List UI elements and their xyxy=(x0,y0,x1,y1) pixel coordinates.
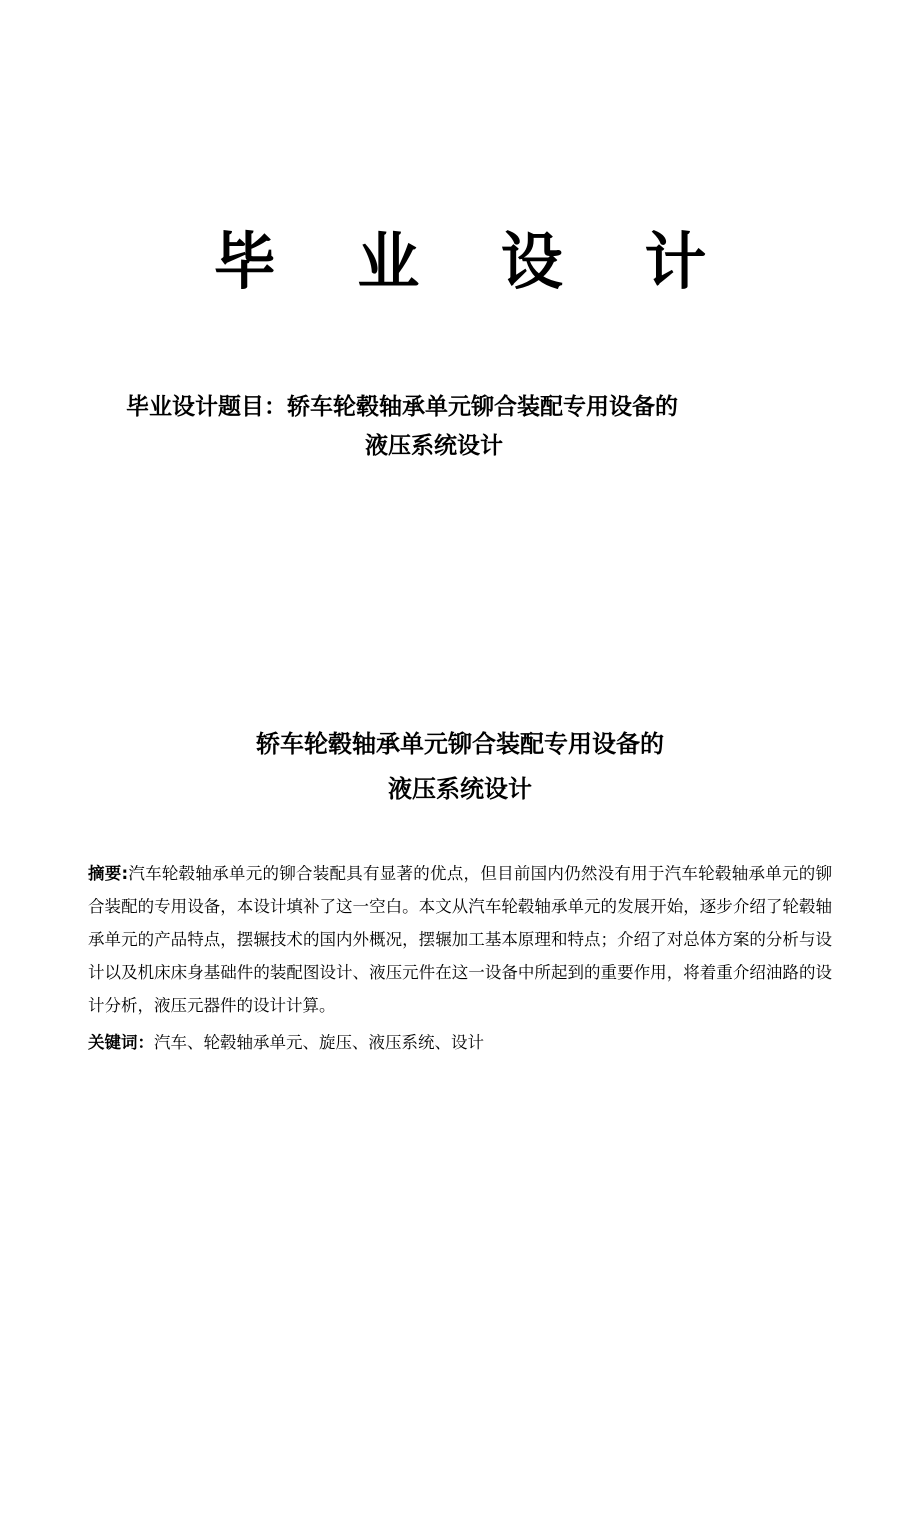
keywords-text: 汽车、轮毂轴承单元、旋压、液压系统、设计 xyxy=(154,1033,484,1053)
abstract-text: 汽车轮毂轴承单元的铆合装配具有显著的优点，但目前国内仍然没有用于汽车轮毂轴承单元的铆合装配的专用设备，本设计填补了这一空白。本文从汽车轮毂轴承单元的发展开始，逐步介绍了轮毂轴承单元的产品特点，摆辗技术的国内外概况，摆辗加工基本原理和特点；介绍了对总体方案的分析与设计以及机床床身基础件的装配图设计、液压元件在这一设备中所起到的重要作用，将着重介绍油路的设计分析，液压元器件的设计计算。 xyxy=(88,864,832,1016)
paper-title-line-2: 液压系统设计 xyxy=(388,773,532,803)
design-subject xyxy=(88,388,832,466)
design-subject-line-1: 毕业设计题目：轿车轮毂轴承单元铆合装配专用设备的 xyxy=(126,394,678,421)
abstract-paragraph xyxy=(88,857,832,1022)
keywords-label: 关键词： xyxy=(88,1033,154,1053)
abstract-label: 摘要: xyxy=(88,864,129,884)
paper-title xyxy=(88,722,832,811)
document-page xyxy=(0,225,920,1530)
paper-title-line-1: 轿车轮毂轴承单元铆合装配专用设备的 xyxy=(256,729,664,759)
design-subject-line-2: 液压系统设计 xyxy=(365,433,503,460)
document-heading: 毕 业 设 计 xyxy=(213,225,737,298)
keywords-paragraph xyxy=(88,1026,832,1059)
